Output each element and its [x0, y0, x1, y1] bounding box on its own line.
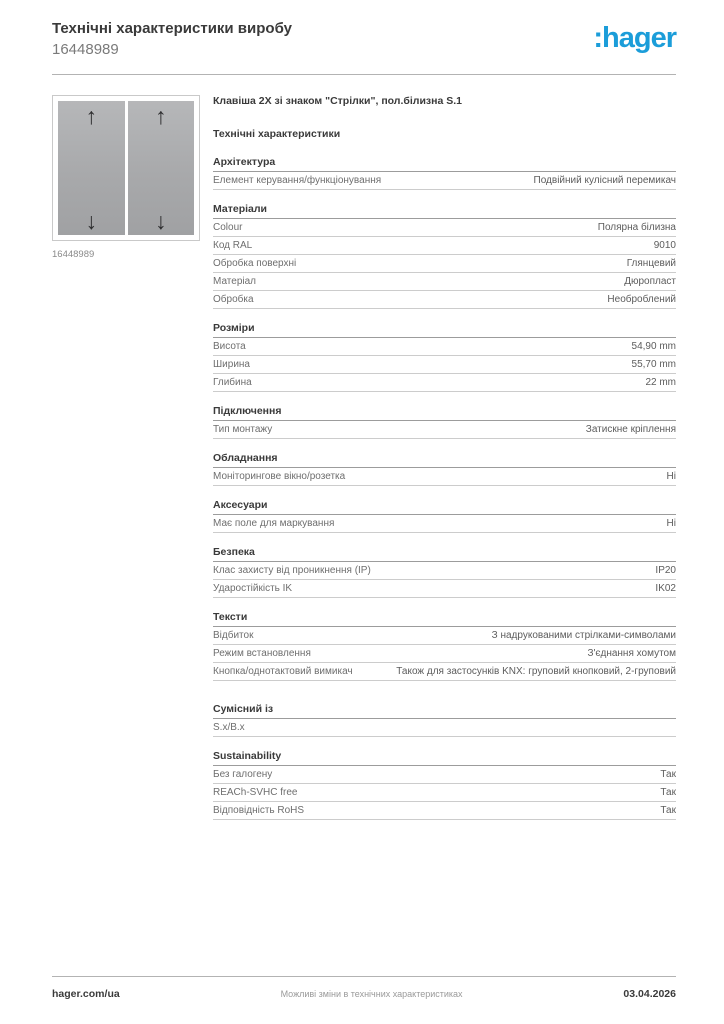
spec-row-label: Без галогену: [213, 768, 273, 780]
product-number: 16448989: [52, 40, 119, 58]
spec-row: [213, 784, 676, 802]
spec-rows: [213, 468, 676, 486]
spec-row-label: Ударостійкість IK: [213, 582, 293, 594]
spec-section-heading: Обладнання: [213, 452, 676, 468]
spec-section-heading: Архітектура: [213, 156, 676, 172]
spec-row: [213, 421, 676, 439]
spec-section: [213, 156, 676, 190]
spec-row-label: Режим встановлення: [213, 647, 311, 659]
spec-row: [213, 719, 676, 737]
spec-row-label: Моніторингове вікно/розетка: [213, 470, 346, 482]
down-arrow-icon: ↓: [155, 207, 167, 234]
spec-row-value: IK02: [655, 582, 676, 594]
spec-row: [213, 338, 676, 356]
spec-row: [213, 291, 676, 309]
spec-rows: [213, 627, 676, 681]
spec-row-label: Має поле для маркування: [213, 517, 335, 529]
spec-row-label: Кнопка/однотактовий вимикач: [213, 665, 353, 677]
spec-row-value: Так: [660, 786, 676, 798]
image-caption: 16448989: [52, 248, 95, 260]
spec-row-label: Матеріал: [213, 275, 256, 287]
spec-section-heading: Матеріали: [213, 203, 676, 219]
spec-row: [213, 237, 676, 255]
spec-sections: [213, 156, 676, 820]
spec-row-value: З'єднання хомутом: [587, 647, 676, 659]
spec-rows: [213, 766, 676, 820]
spec-row-label: Елемент керування/функціонування: [213, 174, 382, 186]
spec-row-label: S.x/B.x: [213, 721, 245, 733]
spec-row: [213, 468, 676, 486]
spec-row-label: Відповідність RoHS: [213, 804, 305, 816]
spec-section-heading: Аксесуари: [213, 499, 676, 515]
spec-section-heading: Підключення: [213, 405, 676, 421]
product-image: [52, 95, 200, 241]
spec-section-heading: Sustainability: [213, 750, 676, 766]
spec-row-label: Обробка: [213, 293, 254, 305]
footer-disclaimer: Можливі зміни в технічних характеристиках: [280, 989, 463, 999]
spec-row-value: Полярна білизна: [597, 221, 676, 233]
spec-section: [213, 405, 676, 439]
spec-row-label: Висота: [213, 340, 246, 352]
spec-row-value: Затискне кріплення: [585, 423, 676, 435]
spec-row-value: 54,90 mm: [631, 340, 676, 352]
spec-rows: [213, 719, 676, 737]
spec-section-heading: Розміри: [213, 322, 676, 338]
spec-row-label: Тип монтажу: [213, 423, 273, 435]
up-arrow-icon: ↑: [155, 102, 167, 129]
spec-rows: [213, 515, 676, 533]
spec-section: [213, 452, 676, 486]
spec-row-label: Глибина: [213, 376, 252, 388]
spec-section: [213, 546, 676, 598]
spec-row-value: Подвійний кулісний перемикач: [533, 174, 676, 186]
spec-row-label: Colour: [213, 221, 243, 233]
spec-row-value: Ні: [666, 470, 676, 482]
spec-row: [213, 562, 676, 580]
spec-row-label: Ширина: [213, 358, 250, 370]
page-footer: [52, 976, 676, 1000]
down-arrow-icon: ↓: [85, 207, 97, 234]
spec-row: [213, 766, 676, 784]
spec-rows: [213, 172, 676, 190]
header-text-block: [52, 20, 292, 60]
spec-row-value: 9010: [653, 239, 676, 251]
spec-section-heading: Безпека: [213, 546, 676, 562]
product-title: Клавіша 2X зі знаком "Стрілки", пол.білизна S.1: [213, 94, 463, 107]
spec-rows: [213, 219, 676, 309]
hager-logo: :hager: [593, 22, 676, 54]
spec-row-value: IP20: [655, 564, 676, 576]
spec-row: [213, 374, 676, 392]
rocker-key-right: [128, 101, 195, 235]
spec-row: [213, 356, 676, 374]
spec-row-label: Клас захисту від проникнення (IP): [213, 564, 371, 576]
spec-row-value: Так: [660, 768, 676, 780]
spec-row-value: Дюропласт: [624, 275, 676, 287]
spec-row-value: Ні: [666, 517, 676, 529]
spec-section: [213, 203, 676, 309]
spec-section-heading: Тексти: [213, 611, 676, 627]
spec-row: [213, 219, 676, 237]
product-image-column: [52, 95, 213, 833]
spec-row-label: Обробка поверхні: [213, 257, 297, 269]
main-content: [52, 75, 676, 833]
page-title: Технічні характеристики виробу: [52, 20, 292, 37]
spec-row: [213, 627, 676, 645]
spec-section: [213, 322, 676, 392]
footer-date: 03.04.2026: [623, 988, 676, 1000]
up-arrow-icon: ↑: [85, 102, 97, 129]
spec-section: [213, 703, 676, 737]
spec-row: [213, 802, 676, 820]
spec-row-value: З надрукованими стрілками-символами: [491, 629, 676, 641]
spec-row-value: Так: [660, 804, 676, 816]
spec-rows: [213, 421, 676, 439]
specs-column: [213, 95, 676, 833]
spec-section: [213, 499, 676, 533]
spec-row-label: Код RAL: [213, 239, 253, 251]
spec-section: [213, 750, 676, 820]
spec-row-label: REACh-SVHC free: [213, 786, 298, 798]
spec-row: [213, 172, 676, 190]
page-header: [52, 20, 676, 75]
spec-row: [213, 273, 676, 291]
spec-row-value: 55,70 mm: [631, 358, 676, 370]
spec-row-value: Також для застосунків KNX: груповий кнопковий, 2-груповий: [396, 665, 676, 677]
spec-row: [213, 663, 676, 681]
specs-subtitle: Технічні характеристики: [213, 127, 341, 140]
spec-row-value: 22 mm: [645, 376, 676, 388]
spec-row: [213, 580, 676, 598]
spec-row-value: Глянцевий: [626, 257, 676, 269]
spec-row: [213, 645, 676, 663]
spec-rows: [213, 562, 676, 598]
spec-rows: [213, 338, 676, 392]
spec-row-label: Відбиток: [213, 629, 254, 641]
spec-section-heading: Сумісний із: [213, 703, 676, 719]
footer-website-link[interactable]: hager.com/ua: [52, 988, 120, 1000]
spec-row-value: Необроблений: [607, 293, 676, 305]
spec-row: [213, 255, 676, 273]
rocker-key-left: [58, 101, 125, 235]
spec-section: [213, 611, 676, 681]
spec-row: [213, 515, 676, 533]
